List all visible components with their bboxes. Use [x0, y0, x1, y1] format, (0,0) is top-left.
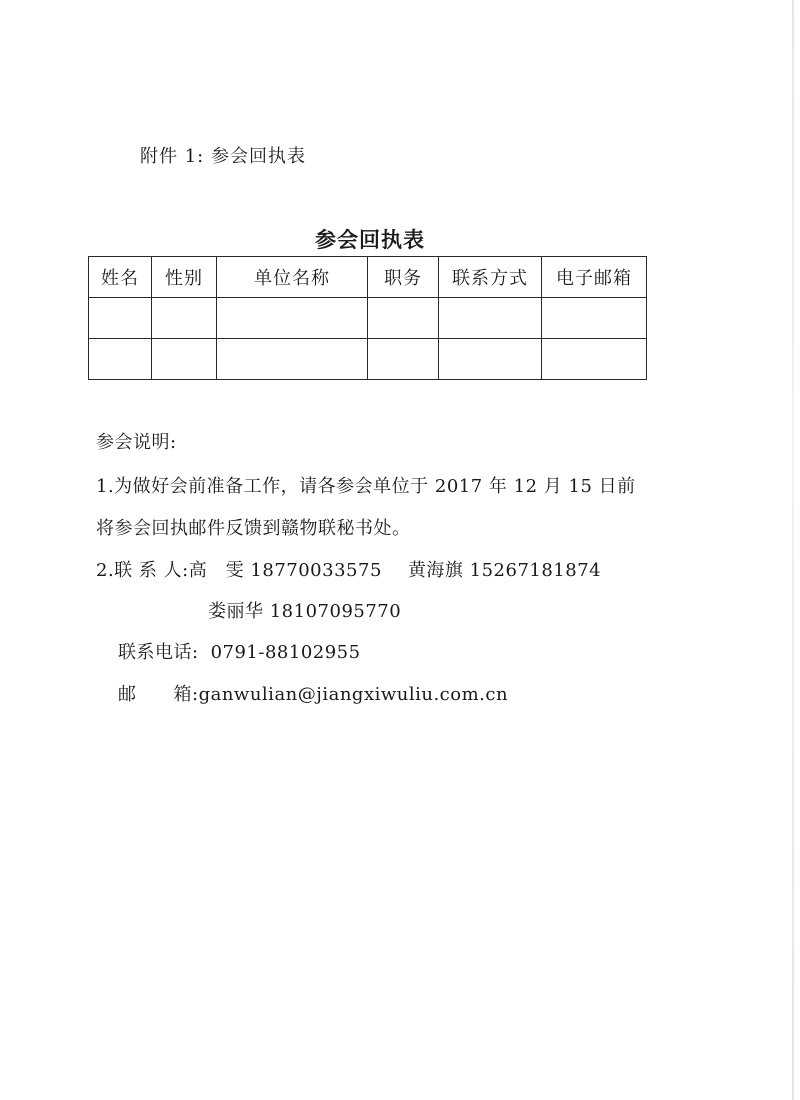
cell-organization: [217, 339, 368, 380]
email-line: [118, 680, 508, 706]
table-header-row: [89, 257, 647, 298]
contact1-name: 高 雯: [188, 560, 245, 581]
contact3-name: 娄丽华: [208, 601, 264, 622]
header-contact: 联系方式: [439, 257, 542, 298]
reply-form-table: [88, 256, 647, 380]
table-row: [89, 298, 647, 339]
contact-line-1: [96, 556, 601, 582]
attachment-label: 附件 1: 参会回执表: [140, 146, 306, 167]
notes-item1-line2: 将参会回执邮件反馈到赣物联秘书处。: [96, 518, 411, 539]
phone-label: 联系电话:: [118, 642, 199, 663]
contact3-phone: 18107095770: [269, 601, 402, 622]
contact-line-2: [208, 597, 401, 623]
header-name: 姓名: [89, 257, 152, 298]
contact1-phone: 18770033575: [250, 560, 382, 581]
header-email: 电子邮箱: [542, 257, 647, 298]
contact2-name: 黄海旗: [407, 560, 464, 581]
notes-item1-line1: 1.为做好会前准备工作，请各参会单位于 2017 年 12 月 15 日前: [96, 476, 636, 497]
cell-contact: [439, 298, 542, 339]
email-label: 邮 箱:: [118, 684, 199, 705]
cell-position: [368, 298, 439, 339]
cell-email: [542, 339, 647, 380]
scan-edge: [792, 0, 794, 1100]
header-organization: 单位名称: [217, 257, 368, 298]
email-value: ganwulian@jiangxiwuliu.com.cn: [198, 684, 509, 705]
cell-email: [542, 298, 647, 339]
header-position: 职务: [368, 257, 439, 298]
cell-contact: [439, 339, 542, 380]
header-gender: 性别: [152, 257, 217, 298]
cell-name: [89, 339, 152, 380]
cell-gender: [152, 298, 217, 339]
cell-gender: [152, 339, 217, 380]
phone-value: 0791-88102955: [210, 642, 361, 663]
contact2-phone: 15267181874: [469, 560, 602, 581]
cell-position: [368, 339, 439, 380]
contact-label: 2.联 系 人:: [96, 560, 189, 581]
cell-name: [89, 298, 152, 339]
cell-organization: [217, 298, 368, 339]
notes-heading: 参会说明:: [96, 432, 177, 453]
phone-line: [118, 638, 361, 664]
table-row: [89, 339, 647, 380]
form-title: 参会回执表: [315, 228, 425, 252]
